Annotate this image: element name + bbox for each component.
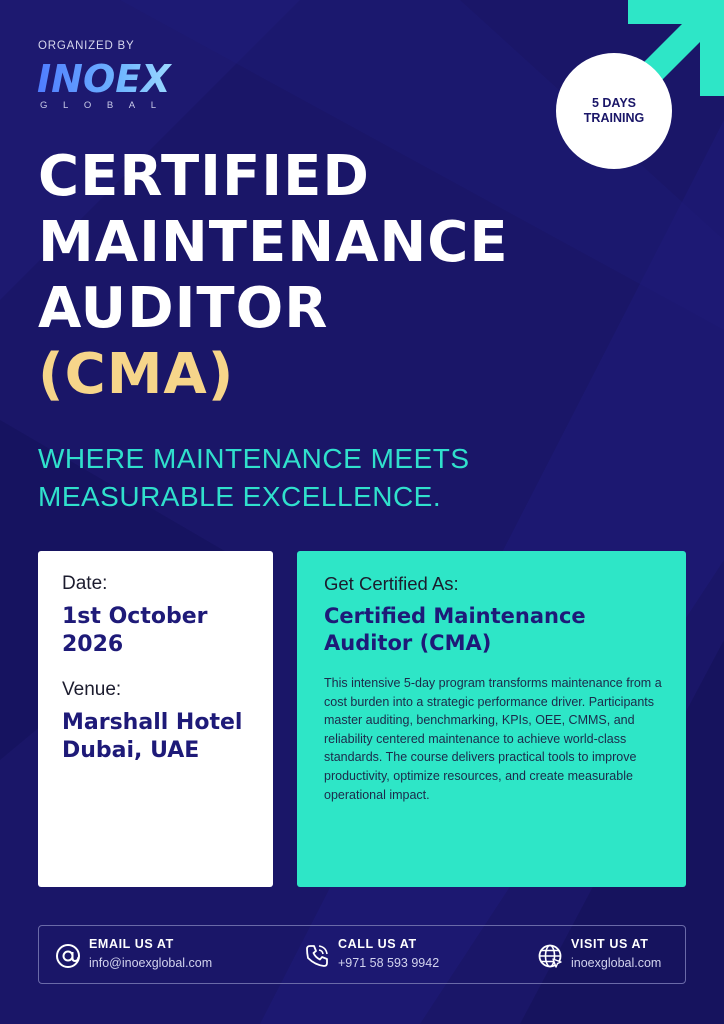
title-line-2: MAINTENANCE — [38, 210, 509, 275]
phone-icon — [304, 943, 330, 969]
certification-card — [297, 551, 686, 887]
email-title: EMAIL US AT — [89, 937, 174, 951]
tagline — [38, 440, 678, 516]
phone-value[interactable]: +971 58 593 9942 — [338, 956, 440, 970]
date-value: 1st October 2026 — [62, 604, 208, 657]
event-details-card — [38, 551, 273, 887]
website-title: VISIT US AT — [571, 937, 649, 951]
certification-description: This intensive 5-day program transforms maintenance from a cost burden into a strategic performance driver. Participants master auditing, benchmarking, KPIs, OEE, CMMS, and reliability centered maintenance to achieve world-class standards. The course delivers practical tools to improve productivity, optimize resources, and create measurable operational impact. — [324, 676, 662, 802]
certification-title: Certified Maintenance Auditor (CMA) — [324, 604, 586, 655]
date-label: Date: — [62, 573, 108, 594]
phone-title: CALL US AT — [338, 937, 417, 951]
organized-by-label: ORGANIZED BY — [38, 40, 135, 52]
page-title — [38, 144, 678, 408]
badge-line-1: 5 DAYS — [591, 96, 636, 110]
tagline-line-1: WHERE MAINTENANCE MEETS — [38, 443, 470, 474]
website-value[interactable]: inoexglobal.com — [571, 956, 662, 970]
venue-label: Venue: — [62, 679, 122, 700]
tagline-line-2: MEASURABLE EXCELLENCE. — [38, 481, 442, 512]
badge-line-2: TRAINING — [583, 111, 645, 125]
title-acronym: (CMA) — [38, 342, 235, 407]
globe-icon — [537, 943, 563, 969]
logo-wordmark: INOEX — [37, 60, 187, 98]
title-line-1: CERTIFIED — [38, 144, 370, 209]
at-sign-icon — [55, 943, 81, 969]
inoex-logo — [37, 57, 187, 112]
contact-footer — [38, 925, 686, 984]
venue-value: Marshall Hotel Dubai, UAE — [62, 710, 243, 763]
logo-subtext: GLOBAL — [40, 100, 172, 111]
title-line-3: AUDITOR — [38, 276, 329, 341]
email-value[interactable]: info@inoexglobal.com — [89, 956, 213, 970]
certification-label: Get Certified As: — [324, 573, 459, 594]
